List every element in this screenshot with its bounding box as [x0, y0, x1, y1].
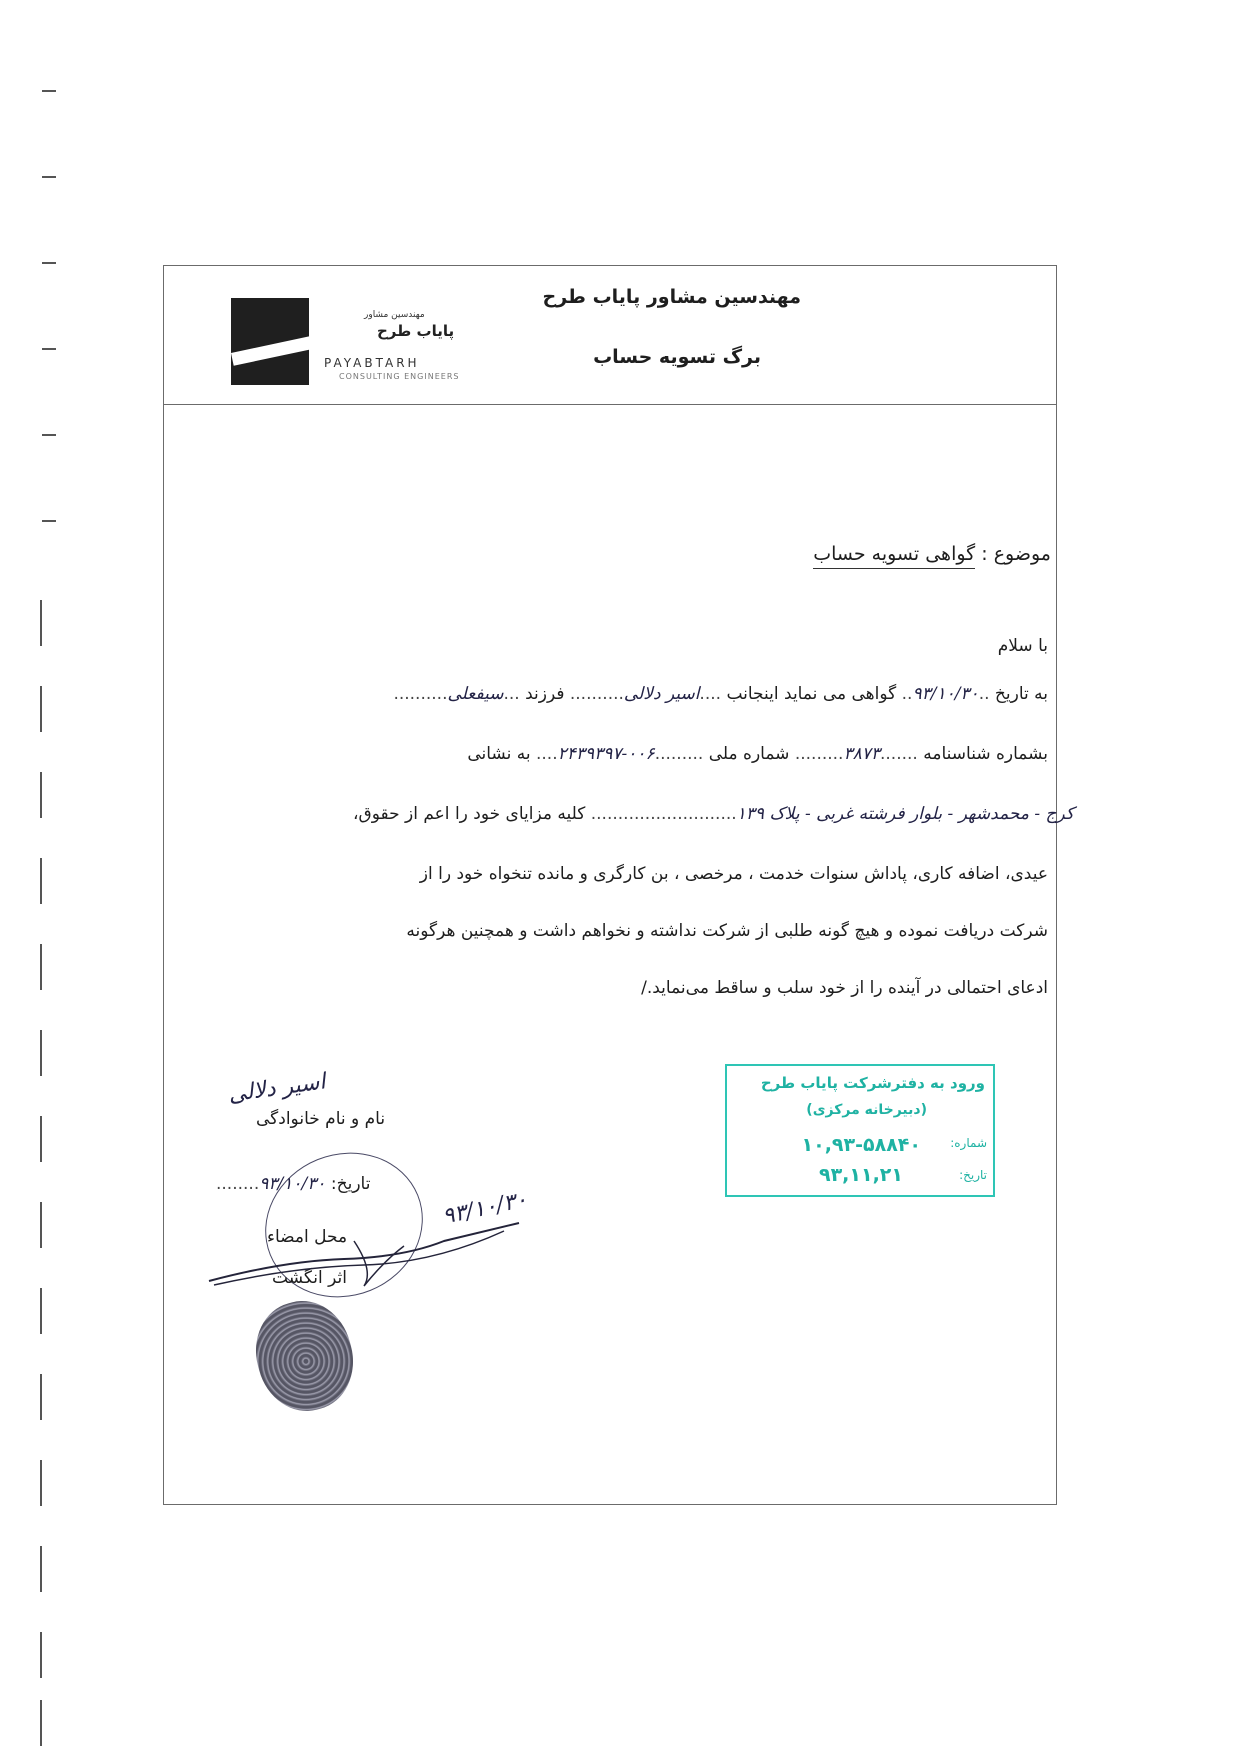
subject-value: گواهی تسویه حساب [813, 543, 975, 569]
logo-subtitle: CONSULTING ENGINEERS [339, 372, 460, 381]
company-logo-icon [231, 298, 309, 385]
signature-date-handwritten: ۹۳/۱۰/۳۰ [259, 1174, 326, 1194]
form-title: برگ تسویه حساب [593, 346, 761, 368]
body-line-5: شرکت دریافت نموده و هیچ گونه طلبی از شرکت نداشته و نخواهم داشت و همچنین هرگونه [406, 921, 1048, 941]
address-handwritten: کرج - محمدشهر - بلوار فرشته غربی - پلاک ۱۳۹ [736, 804, 1074, 824]
stamp-title: ورود به دفترشرکت پایاب طرح [760, 1074, 985, 1092]
signature-scrawl-date: ۹۳/۱۰/۳۰ [440, 1187, 530, 1230]
scan-margin-mark [42, 520, 56, 522]
signature-date-line: تاریخ: ۹۳/۱۰/۳۰........ [216, 1174, 371, 1194]
body-line-4: عیدی، اضافه کاری، پاداش سنوات خدمت ، مرخصی ، بن کارگری و مانده تنخواه خود را از [419, 864, 1048, 884]
signature-place-label: محل امضاء [267, 1227, 348, 1247]
scan-margin-bracket [40, 686, 42, 732]
signature-name-handwritten: اسیر دلالی [226, 1069, 327, 1108]
scan-margin-bracket [40, 1202, 42, 1248]
father-label: فرزند [525, 684, 565, 704]
stamp-number-label: شماره: [950, 1136, 987, 1150]
scan-margin-bracket [40, 600, 42, 646]
certificate-date-handwritten: ۹۳/۱۰/۳۰ [912, 684, 979, 704]
body-line-2: بشماره شناسنامه .......۳۸۷۳......... شماره ملی .........۰۰۶-۲۴۳۹۳۹۷.... به نشانی [467, 744, 1048, 764]
full-name-label: نام و نام خانوادگی [256, 1109, 386, 1129]
national-id-label: شماره ملی [708, 744, 790, 764]
id-number-label: بشماره شناسنامه [923, 744, 1048, 764]
company-name: مهندسین مشاور پایاب طرح [542, 286, 801, 308]
scan-margin-bracket [40, 1632, 42, 1678]
header-divider [164, 404, 1056, 405]
national-id-handwritten: ۰۰۶-۲۴۳۹۳۹۷ [557, 744, 655, 764]
stamp-date-label: تاریخ: [959, 1168, 987, 1182]
greeting [219, 636, 1048, 656]
scan-margin-bracket [40, 1546, 42, 1592]
registration-stamp [725, 1064, 995, 1197]
scan-margin-mark [42, 434, 56, 436]
logo-name-fa: پایاب طرح [377, 322, 455, 340]
body-line-6: ادعای احتمالی در آینده را از خود سلب و ساقط می‌نماید./ [641, 978, 1048, 998]
scan-margin-bracket [40, 1116, 42, 1162]
fingerprint-icon [244, 1291, 364, 1422]
scan-margin-bracket [40, 772, 42, 818]
stamp-date-value: ۹۳,۱۱,۲۱ [818, 1164, 903, 1186]
stamp-number-value: ۱۰,۹۳-۵۸۸۴۰ [801, 1134, 921, 1156]
scan-margin-bracket [40, 944, 42, 990]
thumbprint-label: اثر انگشت [272, 1268, 347, 1288]
scan-margin-bracket [40, 1700, 42, 1746]
scan-margin-mark [42, 90, 56, 92]
subject-line [813, 543, 1051, 565]
address-label: به نشانی [467, 744, 531, 764]
scan-margin-bracket [40, 1288, 42, 1334]
logo-name-en: PAYABTARH [324, 356, 420, 370]
scan-margin-bracket [40, 1030, 42, 1076]
scan-margin-bracket [40, 1374, 42, 1420]
greeting-text: با سلام [997, 636, 1048, 656]
signature-date-label: تاریخ: [330, 1174, 371, 1194]
scan-margin-bracket [40, 858, 42, 904]
signature-scrawl-icon [204, 1201, 524, 1291]
id-number-handwritten: ۳۸۷۳ [843, 744, 880, 764]
body-line-1: به تاریخ ..۹۳/۱۰/۳۰.. گواهی می نماید اینجانب ....اسیر دلالی.......... فرزند ...سیفعلی.......... [393, 684, 1048, 704]
scan-margin-mark [42, 176, 56, 178]
scan-margin-mark [42, 262, 56, 264]
logo-small-text: مهندسین مشاور [364, 310, 425, 320]
subject-label: موضوع : [981, 543, 1051, 565]
stamp-subtitle: (دبیرخانه مرکزی) [806, 1102, 927, 1118]
document-frame [163, 265, 1074, 1505]
scan-margin-bracket [40, 1460, 42, 1506]
employee-name-handwritten: اسیر دلالی [623, 684, 700, 704]
date-prefix: به تاریخ [994, 684, 1048, 704]
father-name-handwritten: سیفعلی [447, 684, 504, 704]
benefits-text: کلیه مزایای خود را اعم از حقوق، [353, 804, 586, 824]
body-line-3: کرج - محمدشهر - بلوار فرشته غربی - پلاک ۱۳۹........................... کلیه مزایای خود را اعم از حقوق، [353, 804, 1074, 824]
certify-text: گواهی می نماید اینجانب [726, 684, 897, 704]
scan-margin-mark [42, 348, 56, 350]
logo-slash-mark [231, 333, 309, 365]
